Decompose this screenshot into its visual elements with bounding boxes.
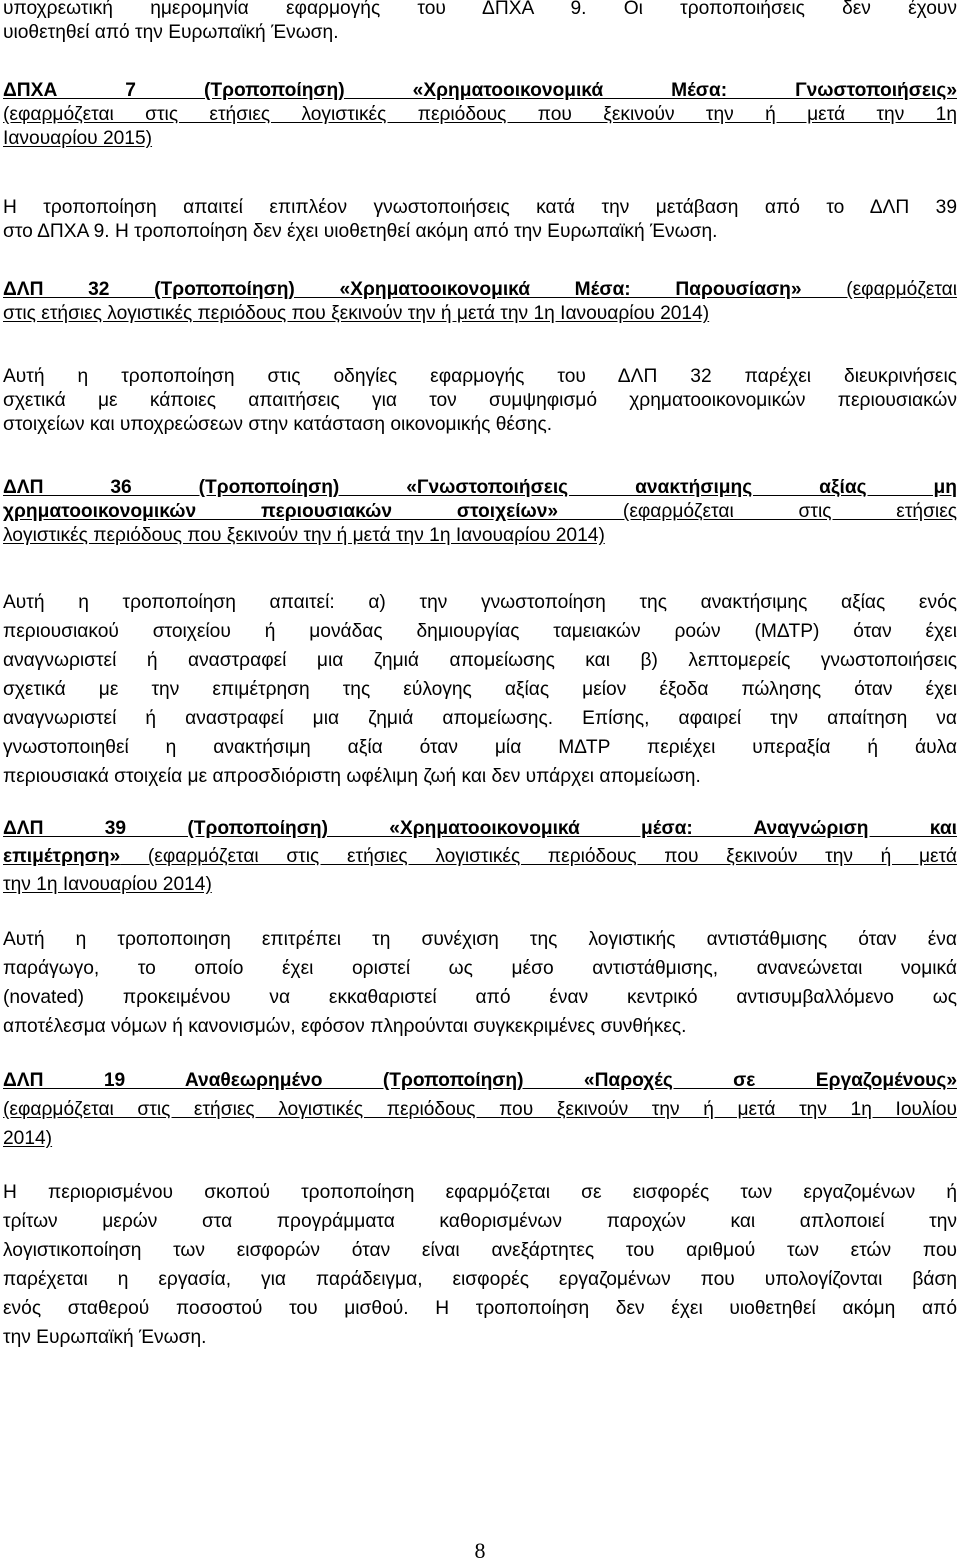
section-heading-ias32: [3, 278, 957, 326]
text-line: παρέχεται η εργασία, για παράδειγμα, εισφορές εργαζομένων που υπολογίζονται βάση: [3, 1269, 957, 1290]
heading-plain: λογιστικές περιόδους που ξεκινούν την ή μετά την 1η Ιανουαρίου 2014): [3, 525, 605, 546]
page-number: 8: [474, 1538, 486, 1563]
text-line: περιουσιακά στοιχεία με απροσδιόριστη ωφέλιμη ζωή και δεν υπάρχει απομείωση.: [3, 766, 701, 787]
heading-line: [3, 79, 957, 103]
text-line: αναγνωριστεί ή αναστραφεί μια ζημιά απομείωσης. Επίσης, αφαιρεί την απαίτηση να: [3, 708, 957, 729]
heading-line: [3, 476, 957, 500]
section-body-ias36: [3, 588, 957, 791]
text-line: Η τροποποίηση απαιτεί επιπλέον γνωστοποιήσεις κατά την μετάβαση από το ΔΛΠ 39: [3, 197, 957, 218]
text-line: παράγωγο, το οποίο έχει οριστεί ως μέσο αντιστάθμισης, ανανεώνεται νομικά: [3, 958, 957, 979]
heading-line: [3, 843, 957, 871]
heading-plain: (εφαρμόζεται στις ετήσιες λογιστικές περιόδους που ξεκινούν την ή μετά την 1η Ιουλίου: [3, 1099, 957, 1120]
text-line: τρίτων μερών στα προγράμματα καθορισμένων παροχών και απλοποιεί την: [3, 1211, 957, 1232]
text-line: την Ευρωπαϊκή Ένωση.: [3, 1327, 207, 1348]
heading-bold: ΔΛΠ 36 (Τροποποίηση) «Γνωστοποιήσεις ανακτήσιμης αξίας μη: [3, 477, 957, 498]
text-line: Η περιορισμένου σκοπού τροποποίηση εφαρμόζεται σε εισφορές των εργαζομένων ή: [3, 1182, 957, 1203]
text-line: ενός σταθερού ποσοστού του μισθού. Η τροποποίηση δεν έχει υιοθετηθεί ακόμη από: [3, 1298, 957, 1319]
section-heading-ias39: [3, 815, 957, 899]
text-line: Αυτή η τροποποίηση στις οδηγίες εφαρμογής του ΔΛΠ 32 παρέχει διευκρινήσεις: [3, 366, 957, 387]
heading-line: [3, 1066, 957, 1095]
heading-bold: ΔΠΧΑ 7 (Τροποποίηση) «Χρηματοοικονομικά Μέσα: Γνωστοποιήσεις»: [3, 80, 957, 101]
heading-plain: 2014): [3, 1128, 53, 1149]
text-line: υιοθετηθεί από την Ευρωπαϊκή Ένωση.: [3, 22, 339, 43]
heading-bold: χρηματοοικονομικών περιουσιακών στοιχείων»: [3, 501, 559, 522]
heading-line: [3, 1095, 957, 1124]
heading-bold: ΔΛΠ 32 (Τροποποίηση) «Χρηματοοικονομικά Μέσα: Παρουσίαση»: [3, 279, 802, 300]
heading-plain: (εφαρμόζεται: [801, 279, 957, 300]
section-body-ias19: [3, 1178, 957, 1352]
section-body-ias32: [3, 365, 957, 437]
section-heading-ias36: [3, 476, 957, 548]
text-line: αποτέλεσμα νόμων ή κανονισμών, εφόσον πληρούνται συγκεκριμένες συνθήκες.: [3, 1016, 687, 1037]
section-body-ias39: [3, 925, 957, 1041]
heading-plain: (εφαρμόζεται στις ετήσιες: [558, 501, 957, 522]
text-line: γνωστοποιηθεί η ανακτήσιμη αξία όταν μία ΜΔΤΡ περιέχει υπεραξία ή άυλα: [3, 737, 957, 758]
text-line: στοιχείων και υποχρεώσεων στην κατάσταση οικονομικής θέσης.: [3, 414, 553, 435]
text-line: σχετικά με την επιμέτρηση της εύλογης αξίας μείον έξοδα πώλησης όταν έχει: [3, 679, 957, 700]
heading-bold: ΔΛΠ 39 (Τροποποίηση) «Χρηματοοικονομικά μέσα: Αναγνώριση και: [3, 818, 957, 839]
heading-bold: ΔΛΠ 19 Αναθεωρημένο (Τροποποίηση) «Παροχές σε Εργαζομένους»: [3, 1070, 957, 1091]
heading-line: [3, 302, 957, 326]
heading-line: [3, 871, 957, 899]
heading-line: [3, 127, 957, 151]
text-line: (novated) προκειμένου να εκκαθαριστεί από έναν κεντρικό αντισυμβαλλόμενο ως: [3, 987, 957, 1008]
text-line: στο ΔΠΧΑ 9. Η τροποποίηση δεν έχει υιοθετηθεί ακόμη από την Ευρωπαϊκή Ένωση.: [3, 221, 718, 242]
text-line: Αυτή η τροποποίηση απαιτεί: α) την γνωστοποίηση της ανακτήσιμης αξίας ενός: [3, 592, 957, 613]
text-line: Αυτή η τροποποιηση επιτρέπει τη συνέχιση της λογιστικής αντιστάθμισης όταν ένα: [3, 929, 957, 950]
section-body-ifrs7: [3, 196, 957, 244]
intro-paragraph: [3, 0, 957, 45]
heading-line: [3, 815, 957, 843]
text-line: λογιστικοποίηση των εισφορών όταν είναι ανεξάρτητες του αριθμού των ετών που: [3, 1240, 957, 1261]
heading-plain: Ιανουαρίου 2015): [3, 128, 153, 149]
heading-line: [3, 278, 957, 302]
section-heading-ias19: [3, 1066, 957, 1153]
heading-line: [3, 500, 957, 524]
text-line: σχετικά με κάποιες απαιτήσεις για τον συμψηφισμό χρηματοοικονομικών περιουσιακών: [3, 390, 957, 411]
heading-plain: στις ετήσιες λογιστικές περιόδους που ξεκινούν την ή μετά την 1η Ιανουαρίου 2014): [3, 303, 710, 324]
text-line: περιουσιακού στοιχείου ή μονάδας δημιουργίας ταμειακών ροών (ΜΔΤΡ) όταν έχει: [3, 621, 957, 642]
section-heading-ifrs7: [3, 79, 957, 151]
heading-bold: επιμέτρηση»: [3, 846, 121, 867]
text-line: υποχρεωτική ημερομηνία εφαρμογής του ΔΠΧΑ 9. Οι τροποποιήσεις δεν έχουν: [3, 0, 957, 19]
heading-plain: την 1η Ιανουαρίου 2014): [3, 874, 212, 895]
heading-line: [3, 103, 957, 127]
text-line: αναγνωριστεί ή αναστραφεί μια ζημιά απομείωσης και β) λεπτομερείς γνωστοποιήσεις: [3, 650, 957, 671]
heading-line: [3, 1124, 957, 1153]
heading-plain: (εφαρμόζεται στις ετήσιες λογιστικές περιόδους που ξεκινούν την ή μετά: [120, 846, 957, 867]
heading-line: [3, 524, 957, 548]
heading-plain: (εφαρμόζεται στις ετήσιες λογιστικές περιόδους που ξεκινούν την ή μετά την 1η: [3, 104, 957, 125]
